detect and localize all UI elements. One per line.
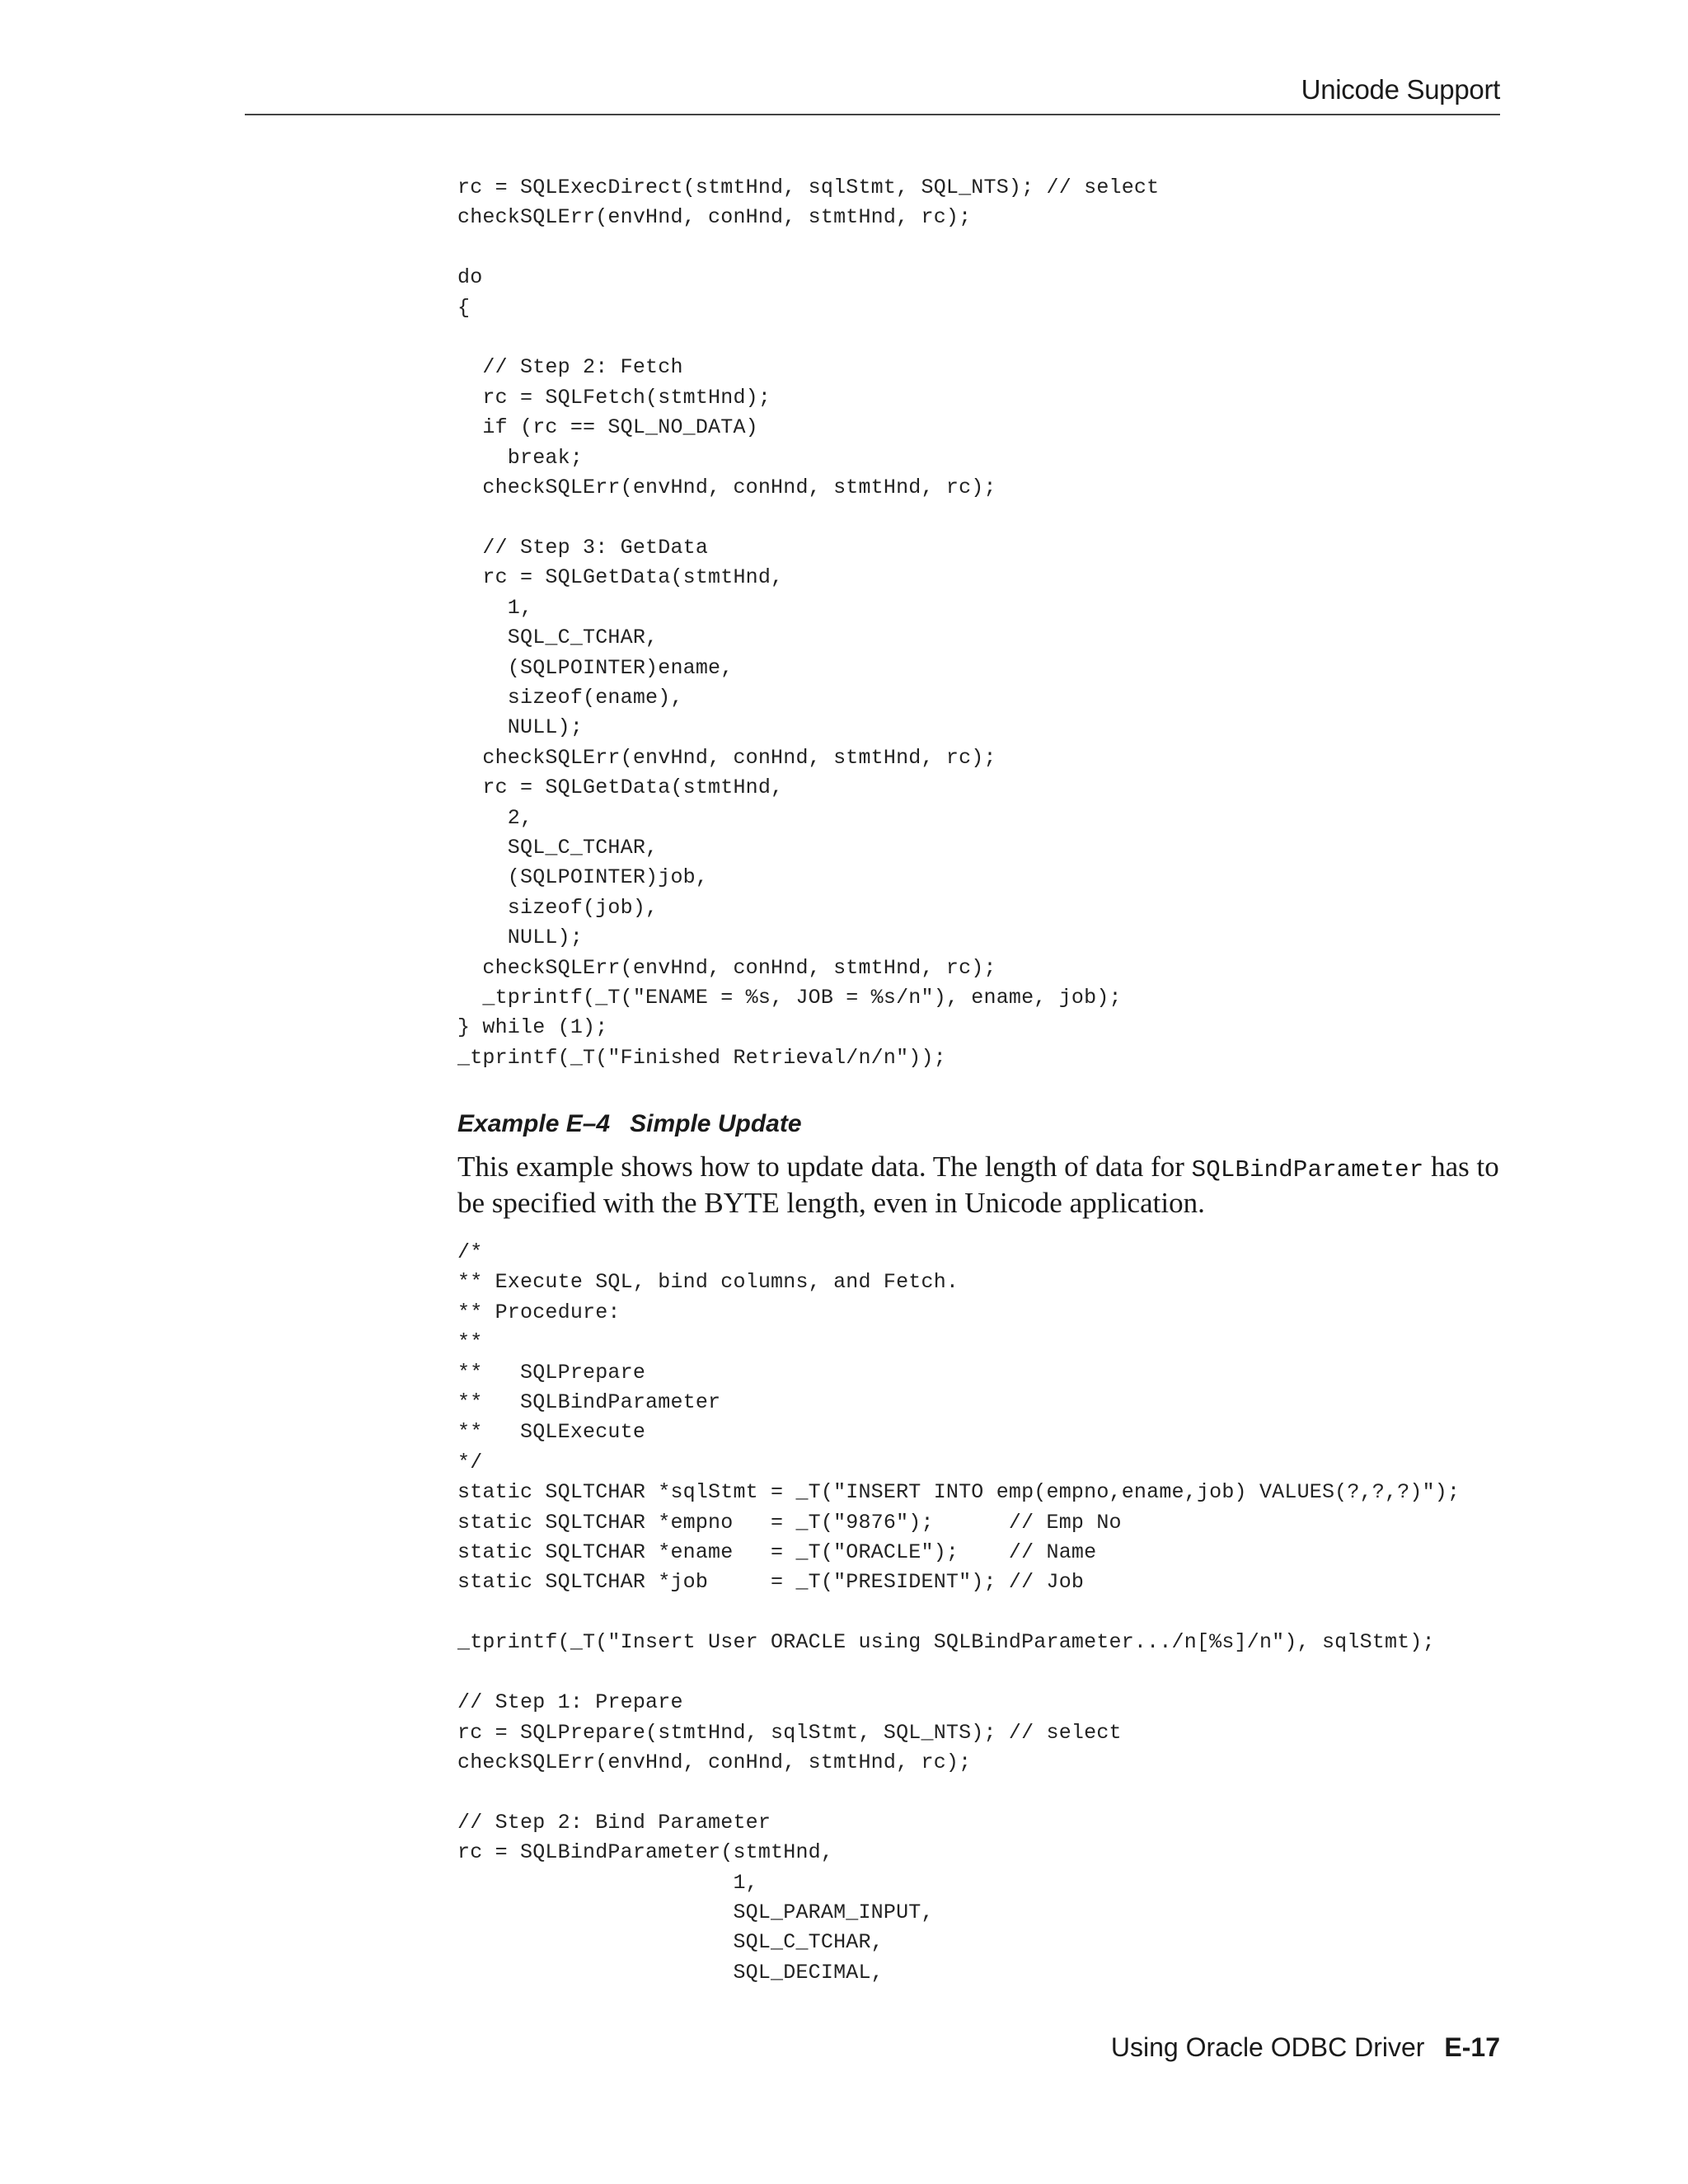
- page-footer: [1111, 2032, 1500, 2063]
- example-title: Simple Update: [630, 1110, 802, 1137]
- example-description: [457, 1151, 1508, 1220]
- code-block-fetch-loop: rc = SQLExecDirect(stmtHnd, sqlStmt, SQL_NTS); // select checkSQLErr(envHnd, conHnd, stmtHnd, rc); do { // Step 2: Fetch rc = SQLFetch(stmtHnd); if (rc == SQL_NO_DATA) break; checkSQLErr(envHnd, conHnd, stmtHnd, rc); // Step 3: GetData rc = SQLGetData(stmtHnd, 1, SQL_C_TCHAR, (SQLPOINTER)ename, sizeof(ename), NULL); checkSQLErr(envHnd, conHnd, stmtHnd, rc); rc = SQLGetData(stmtHnd, 2, SQL_C_TCHAR, (SQLPOINTER)job, sizeof(job), NULL); checkSQLErr(envHnd, conHnd, stmtHnd, rc); _tprintf(_T("ENAME = %s, JOB = %s/n"), ename, job); } while (1); _tprintf(_T("Finished Retrieval/n/n"));: [457, 176, 1160, 1070]
- example-heading: [457, 1110, 802, 1138]
- description-text-end: has to be specified with the BYTE length, even in Unicode application.: [457, 1151, 1499, 1219]
- code-block-simple-update: /* ** Execute SQL, bind columns, and Fetch. ** Procedure: ** ** SQLPrepare ** SQLBindParameter ** SQLExecute */ static SQLTCHAR *sqlStmt = _T("INSERT INTO emp(empno,ename,job) VALUES(?,?,?)"); static SQLTCHAR *empno = _T("9876"); // Emp No static SQLTCHAR *ename = _T("ORACLE"); // Name static SQLTCHAR *job = _T("PRESIDENT"); // Job _tprintf(_T("Insert User ORACLE using SQLBindParameter.../n[%s]/n"), sqlStmt); // Step 1: Prepare rc = SQLPrepare(stmtHnd, sqlStmt, SQL_NTS); // select checkSQLErr(envHnd, conHnd, stmtHnd, rc); // Step 2: Bind Parameter rc = SQLBindParameter(stmtHnd, 1, SQL_PARAM_INPUT, SQL_C_TCHAR, SQL_DECIMAL,: [457, 1240, 1461, 1985]
- running-header: Unicode Support: [1301, 74, 1500, 105]
- page-number: E-17: [1444, 2032, 1500, 2062]
- example-label: Example E–4: [457, 1110, 611, 1137]
- inline-code-sqlbindparameter: SQLBindParameter: [1191, 1156, 1424, 1183]
- footer-book-title: Using Oracle ODBC Driver: [1110, 2032, 1425, 2062]
- description-text-start: This example shows how to update data. The length of data for: [457, 1151, 1192, 1183]
- header-divider: [245, 114, 1500, 115]
